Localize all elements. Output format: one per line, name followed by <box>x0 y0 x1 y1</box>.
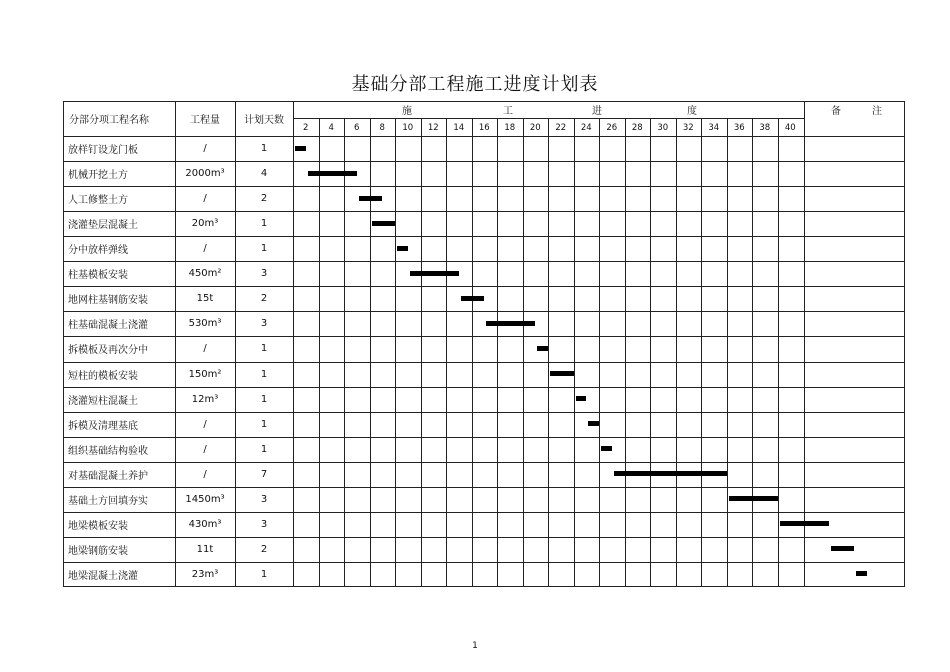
task-name: 地网柱基钢筋安装 <box>68 295 148 307</box>
grid-line <box>293 101 294 587</box>
gantt-bar <box>461 296 485 301</box>
day-tick-label: 12 <box>427 122 439 133</box>
day-tick-label: 34 <box>708 122 720 133</box>
grid-line <box>344 118 345 587</box>
gantt-bar <box>550 371 574 376</box>
task-planned-days: 3 <box>260 318 268 330</box>
grid-line <box>676 118 677 587</box>
grid-line <box>727 118 728 587</box>
grid-line <box>395 118 396 587</box>
grid-line <box>599 118 600 587</box>
day-tick-label: 16 <box>478 122 490 133</box>
header-planned-days: 计划天数 <box>244 115 284 126</box>
task-name: 组织基础结构验收 <box>68 445 148 457</box>
grid-line <box>548 118 549 587</box>
day-tick-label: 8 <box>379 122 385 133</box>
task-name: 柱基础混凝土浇灌 <box>68 320 148 332</box>
task-name: 地梁混凝土浇灌 <box>68 570 138 582</box>
task-planned-days: 3 <box>260 268 268 280</box>
day-tick-label: 26 <box>606 122 618 133</box>
day-tick-label: 32 <box>682 122 694 133</box>
gantt-bar <box>614 471 727 476</box>
task-quantity: 430m³ <box>188 518 222 530</box>
day-tick-label: 2 <box>303 122 309 133</box>
gantt-bar <box>831 546 855 551</box>
task-quantity: 450m² <box>188 268 222 280</box>
task-name: 地梁钢筋安装 <box>68 545 128 557</box>
grid-line <box>778 118 779 587</box>
gantt-bar <box>410 271 459 276</box>
task-name: 对基础混凝土养护 <box>68 470 148 482</box>
gantt-bar <box>729 496 778 501</box>
task-name: 分中放样弹线 <box>68 245 128 257</box>
task-quantity: 12m³ <box>191 393 219 405</box>
page-number: 1 <box>472 641 478 651</box>
day-tick-label: 40 <box>784 122 796 133</box>
header-schedule-char-4: 度 <box>687 106 697 117</box>
task-planned-days: 2 <box>260 543 268 555</box>
task-name: 浇灌垫层混凝土 <box>68 220 138 232</box>
grid-line <box>752 118 753 587</box>
grid-line <box>701 118 702 587</box>
gantt-bar <box>372 221 396 226</box>
task-quantity: / <box>203 193 207 205</box>
task-quantity: 15t <box>196 293 214 305</box>
grid-line <box>497 118 498 587</box>
day-tick-label: 10 <box>402 122 414 133</box>
task-quantity: / <box>203 343 207 355</box>
grid-line <box>370 118 371 587</box>
task-planned-days: 1 <box>260 143 268 155</box>
task-quantity: 20m³ <box>191 218 219 230</box>
task-planned-days: 1 <box>260 568 268 580</box>
task-planned-days: 1 <box>260 393 268 405</box>
task-name: 柱基模板安装 <box>68 270 128 282</box>
grid-line <box>523 118 524 587</box>
day-tick-label: 36 <box>733 122 745 133</box>
task-name: 放样钉设龙门板 <box>68 145 138 157</box>
task-planned-days: 7 <box>260 468 268 480</box>
task-quantity: 2000m³ <box>185 168 225 180</box>
task-name: 浇灌短柱混凝土 <box>68 395 138 407</box>
task-planned-days: 1 <box>260 418 268 430</box>
task-planned-days: 1 <box>260 368 268 380</box>
grid-line <box>63 101 905 102</box>
day-tick-label: 20 <box>529 122 541 133</box>
task-quantity: / <box>203 243 207 255</box>
task-name: 人工修整土方 <box>68 195 128 207</box>
day-tick-label: 30 <box>657 122 669 133</box>
grid-line <box>650 118 651 587</box>
task-quantity: / <box>203 443 207 455</box>
task-planned-days: 2 <box>260 193 268 205</box>
page-title: 基础分部工程施工进度计划表 <box>351 74 599 95</box>
grid-line <box>472 118 473 587</box>
day-tick-label: 24 <box>580 122 592 133</box>
task-name: 拆模及清理基底 <box>68 420 138 432</box>
day-tick-label: 22 <box>555 122 567 133</box>
task-planned-days: 1 <box>260 343 268 355</box>
task-planned-days: 3 <box>260 518 268 530</box>
header-remark-char-2: 注 <box>872 106 882 117</box>
day-tick-label: 6 <box>354 122 360 133</box>
grid-line <box>421 118 422 587</box>
task-planned-days: 1 <box>260 218 268 230</box>
day-tick-label: 38 <box>759 122 771 133</box>
task-quantity: / <box>203 143 207 155</box>
header-schedule-char-3: 进 <box>592 106 602 117</box>
task-quantity: 11t <box>196 543 214 555</box>
day-tick-label: 4 <box>328 122 334 133</box>
task-name: 机械开挖土方 <box>68 170 128 182</box>
gantt-bar <box>588 421 599 426</box>
gantt-bar <box>308 171 357 176</box>
gantt-bar <box>576 396 587 401</box>
task-quantity: 150m² <box>188 368 222 380</box>
day-tick-label: 18 <box>504 122 516 133</box>
grid-line <box>574 118 575 587</box>
task-planned-days: 4 <box>260 168 268 180</box>
header-remark-char-1: 备 <box>831 106 841 117</box>
task-quantity: / <box>203 418 207 430</box>
task-name: 地梁模板安装 <box>68 520 128 532</box>
header-schedule-char-2: 工 <box>503 106 513 117</box>
schedule-table <box>63 101 905 587</box>
grid-line <box>446 118 447 587</box>
day-tick-label: 28 <box>631 122 643 133</box>
gantt-bar <box>486 321 535 326</box>
header-schedule-char-1: 施 <box>402 106 412 117</box>
gantt-bar <box>295 146 306 151</box>
task-planned-days: 1 <box>260 443 268 455</box>
task-name: 拆模板及再次分中 <box>68 345 148 357</box>
grid-line <box>904 101 905 587</box>
task-quantity: / <box>203 468 207 480</box>
task-quantity: 23m³ <box>191 568 219 580</box>
grid-line <box>625 118 626 587</box>
gantt-bar <box>397 246 408 251</box>
gantt-bar <box>537 346 548 351</box>
gantt-bar <box>780 521 829 526</box>
task-planned-days: 3 <box>260 493 268 505</box>
task-planned-days: 1 <box>260 243 268 255</box>
gantt-bar <box>359 196 383 201</box>
task-name: 基础土方回填夯实 <box>68 495 148 507</box>
gantt-bar <box>601 446 612 451</box>
header-quantity: 工程量 <box>190 115 220 126</box>
day-tick-label: 14 <box>453 122 465 133</box>
header-task-name: 分部分项工程名称 <box>69 115 149 126</box>
task-quantity: 530m³ <box>188 318 222 330</box>
task-planned-days: 2 <box>260 293 268 305</box>
gantt-bar <box>856 571 867 576</box>
task-name: 短柱的模板安装 <box>68 370 138 382</box>
grid-line <box>319 118 320 587</box>
grid-line <box>804 101 805 587</box>
task-quantity: 1450m³ <box>185 493 225 505</box>
